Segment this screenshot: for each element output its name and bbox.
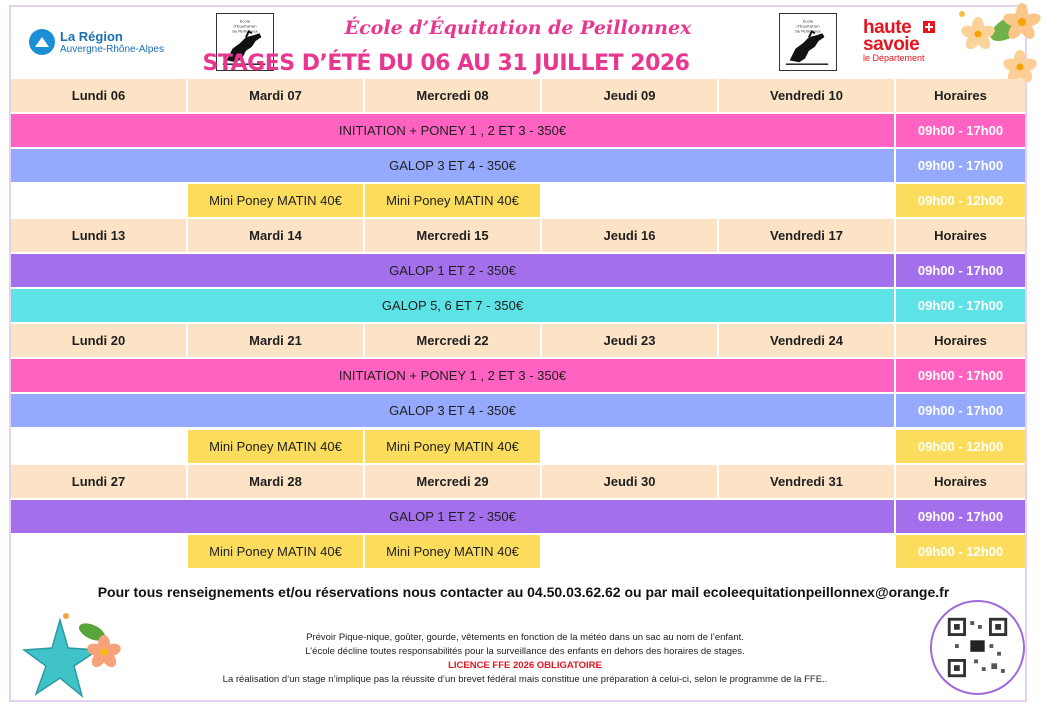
mini-poney-cell: Mini Poney MATIN 40€ [365,430,542,463]
day-header: Mardi 14 [188,219,365,252]
empty-cell [11,430,188,463]
empty-cell [542,535,896,568]
stage-hours: 09h00 - 12h00 [896,535,1025,568]
stages-subtitle: STAGES D’ÉTÉ DU 06 AU 31 JUILLET 2026 [202,51,690,76]
stage-hours: 09h00 - 17h00 [896,289,1025,322]
stage-label: GALOP 5, 6 ET 7 - 350€ [11,289,896,322]
stage-hours: 09h00 - 17h00 [896,149,1025,182]
day-header: Lundi 20 [11,324,188,357]
svg-text:École: École [239,18,251,24]
day-header: Mardi 21 [188,324,365,357]
day-header: Lundi 06 [11,79,188,112]
mini-poney-row [11,535,1025,568]
stage-row [11,254,1025,287]
day-header: Mercredi 22 [365,324,542,357]
day-header: Mardi 07 [188,79,365,112]
day-header: Vendredi 17 [719,219,896,252]
header [11,7,1025,78]
hours-header: Horaires [896,324,1025,357]
stage-label: INITIATION + PONEY 1 , 2 ET 3 - 350€ [11,114,896,147]
day-header: Jeudi 16 [542,219,719,252]
day-header: Vendredi 31 [719,465,896,498]
hours-header: Horaires [896,219,1025,252]
footer-notes [120,631,930,687]
day-header: Lundi 13 [11,219,188,252]
stage-row [11,359,1025,392]
empty-cell [542,430,896,463]
stage-row [11,114,1025,147]
empty-cell [542,184,896,217]
svg-text:de Peillonnex: de Peillonnex [795,28,821,34]
note-responsibility: L’école décline toutes responsabilités pour la surveillance des enfants en dehors des horaires de stages. [305,646,745,657]
day-header: Mercredi 08 [365,79,542,112]
note-picnic: Prévoir Pique-nique, goûter, gourde, vêtements en fonction de la météo dans un sac au nom de l’enfant. [306,632,744,643]
svg-text:de Peillonnex: de Peillonnex [232,28,258,34]
stage-hours: 09h00 - 17h00 [896,394,1025,427]
stage-label: GALOP 1 ET 2 - 350€ [11,500,896,533]
stage-hours: 09h00 - 12h00 [896,430,1025,463]
haute-savoie-logo [863,19,925,63]
empty-cell [11,184,188,217]
mini-poney-cell: Mini Poney MATIN 40€ [188,430,365,463]
day-header: Mercredi 15 [365,219,542,252]
mini-poney-cell: Mini Poney MATIN 40€ [188,184,365,217]
stage-hours: 09h00 - 17h00 [896,254,1025,287]
stage-row [11,394,1025,427]
qr-code-icon[interactable] [930,600,1025,695]
hs-line1: haute [863,17,912,38]
stage-label: GALOP 1 ET 2 - 350€ [11,254,896,287]
school-horse-logo-icon [779,13,837,71]
stage-hours: 09h00 - 12h00 [896,184,1025,217]
svg-text:d'Équitation: d'Équitation [233,23,257,29]
week4-day-header-row [11,465,1025,498]
week1-day-header-row [11,79,1025,112]
svg-text:École: École [802,18,814,24]
starfish-flower-icon [20,610,125,705]
hs-line2: savoie [863,34,920,55]
empty-cell [11,535,188,568]
day-header: Vendredi 10 [719,79,896,112]
week2-day-header-row [11,219,1025,252]
region-subname: Auvergne-Rhône-Alpes [60,43,164,55]
stage-hours: 09h00 - 17h00 [896,114,1025,147]
week3-day-header-row [11,324,1025,357]
licence-notice: LICENCE FFE 2026 OBLIGATOIRE [448,660,602,671]
stage-label: GALOP 3 ET 4 - 350€ [11,149,896,182]
day-header: Jeudi 23 [542,324,719,357]
day-header: Mercredi 29 [365,465,542,498]
day-header: Jeudi 09 [542,79,719,112]
contact-line: Pour tous renseignements et/ou réservations nous contacter au 04.50.03.62.62 ou par mail ecoleequitationpeillonnex@orange.fr [97,584,950,600]
note-ffe: La réalisation d’un stage n’implique pas la réussite d’un brevet fédéral mais constitue une préparation à celui-ci, selon le programme de la FFE.. [222,674,828,685]
savoie-cross-icon [923,21,935,33]
day-header: Vendredi 24 [719,324,896,357]
region-name: La Région [60,28,123,44]
mini-poney-row [11,430,1025,463]
stage-row [11,289,1025,322]
hs-line3: le Département [863,53,925,63]
day-header: Mardi 28 [188,465,365,498]
stage-label: GALOP 3 ET 4 - 350€ [11,394,896,427]
hours-header: Horaires [896,79,1025,112]
svg-text:d'Équitation: d'Équitation [796,23,820,29]
mini-poney-cell: Mini Poney MATIN 40€ [365,535,542,568]
stage-row [11,500,1025,533]
stage-row [11,149,1025,182]
school-title: École d’Équitation de Peillonnex [344,17,692,39]
mini-poney-cell: Mini Poney MATIN 40€ [365,184,542,217]
hours-header: Horaires [896,465,1025,498]
mini-poney-row [11,184,1025,217]
day-header: Jeudi 30 [542,465,719,498]
stage-hours: 09h00 - 17h00 [896,500,1025,533]
day-header: Lundi 27 [11,465,188,498]
mini-poney-cell: Mini Poney MATIN 40€ [188,535,365,568]
stage-label: INITIATION + PONEY 1 , 2 ET 3 - 350€ [11,359,896,392]
stage-hours: 09h00 - 17h00 [896,359,1025,392]
